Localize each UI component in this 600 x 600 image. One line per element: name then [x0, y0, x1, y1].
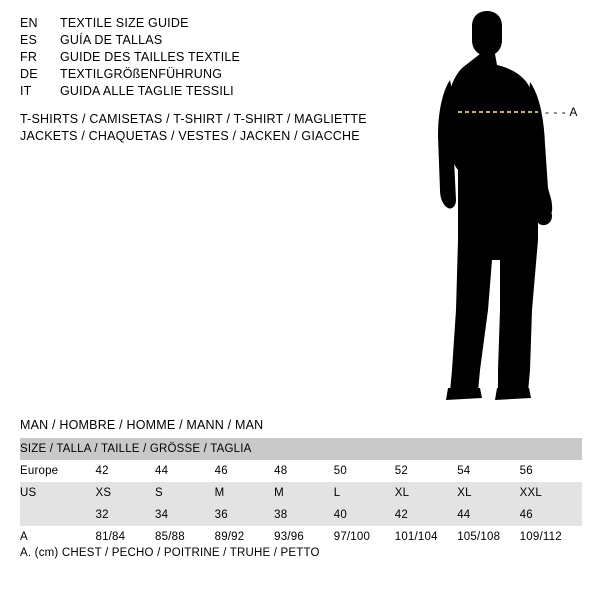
cell: 42 — [95, 460, 155, 482]
cell: S — [155, 482, 215, 504]
cell: 89/92 — [215, 526, 275, 548]
cell: 97/100 — [334, 526, 395, 548]
cell: 93/96 — [274, 526, 334, 548]
table-row — [20, 526, 582, 548]
chest-measure-letter: A — [569, 105, 578, 119]
cell: 109/112 — [520, 526, 582, 548]
language-title: GUIDE DES TAILLES TEXTILE — [60, 50, 241, 64]
language-code: IT — [20, 84, 32, 98]
cell: 34 — [155, 504, 215, 526]
cell: 81/84 — [95, 526, 155, 548]
cell: 42 — [395, 504, 457, 526]
footnote: A. (cm) CHEST / PECHO / POITRINE / TRUHE / PETTO — [20, 547, 320, 559]
cell: XL — [395, 482, 457, 504]
language-code: DE — [20, 67, 38, 81]
cell: 44 — [457, 504, 519, 526]
language-row — [20, 16, 400, 33]
chest-measure-label — [545, 105, 578, 119]
cell: 44 — [155, 460, 215, 482]
row-label: A — [20, 526, 95, 548]
category-list — [20, 111, 420, 145]
language-row — [20, 84, 400, 101]
category-line-tshirts: T-SHIRTS / CAMISETAS / T-SHIRT / T-SHIRT / MAGLIETTE — [20, 112, 367, 126]
category-line-jackets: JACKETS / CHAQUETAS / VESTES / JACKEN / GIACCHE — [20, 129, 360, 143]
language-code: EN — [20, 16, 38, 30]
language-code: FR — [20, 50, 38, 64]
silhouette-svg — [400, 10, 600, 410]
cell: 105/108 — [457, 526, 519, 548]
table-row — [20, 504, 582, 526]
cell: 54 — [457, 460, 519, 482]
table-title: MAN / HOMBRE / HOMME / MANN / MAN — [20, 418, 264, 432]
row-label — [20, 504, 95, 526]
cell: 85/88 — [155, 526, 215, 548]
language-row — [20, 33, 400, 50]
table-header-row — [20, 438, 582, 460]
cell: L — [334, 482, 395, 504]
cell: XS — [95, 482, 155, 504]
cell: M — [274, 482, 334, 504]
cell: XL — [457, 482, 519, 504]
language-title: GUIDA ALLE TAGLIE TESSILI — [60, 84, 234, 98]
cell: 56 — [520, 460, 582, 482]
cell: 50 — [334, 460, 395, 482]
language-title: GUÍA DE TALLAS — [60, 33, 163, 47]
language-header-block — [20, 16, 400, 101]
cell: 40 — [334, 504, 395, 526]
cell: M — [215, 482, 275, 504]
size-table-area — [20, 418, 582, 548]
cell: 36 — [215, 504, 275, 526]
table-row — [20, 482, 582, 504]
language-title: TEXTILGRÖßENFÜHRUNG — [60, 67, 223, 81]
cell: 38 — [274, 504, 334, 526]
cell: 46 — [520, 504, 582, 526]
table-row — [20, 460, 582, 482]
chest-measure-dashes: - - - — [545, 105, 567, 119]
cell: 101/104 — [395, 526, 457, 548]
cell: 32 — [95, 504, 155, 526]
cell: XXL — [520, 482, 582, 504]
row-label: US — [20, 482, 95, 504]
man-silhouette-figure — [400, 10, 600, 410]
language-title: TEXTILE SIZE GUIDE — [60, 16, 189, 30]
language-code: ES — [20, 33, 38, 47]
cell: 46 — [215, 460, 275, 482]
size-table — [20, 438, 582, 548]
row-label: Europe — [20, 460, 95, 482]
language-row — [20, 50, 400, 67]
cell: 52 — [395, 460, 457, 482]
language-row — [20, 67, 400, 84]
table-header-label: SIZE / TALLA / TAILLE / GRÖSSE / TAGLIA — [20, 438, 582, 460]
cell: 48 — [274, 460, 334, 482]
